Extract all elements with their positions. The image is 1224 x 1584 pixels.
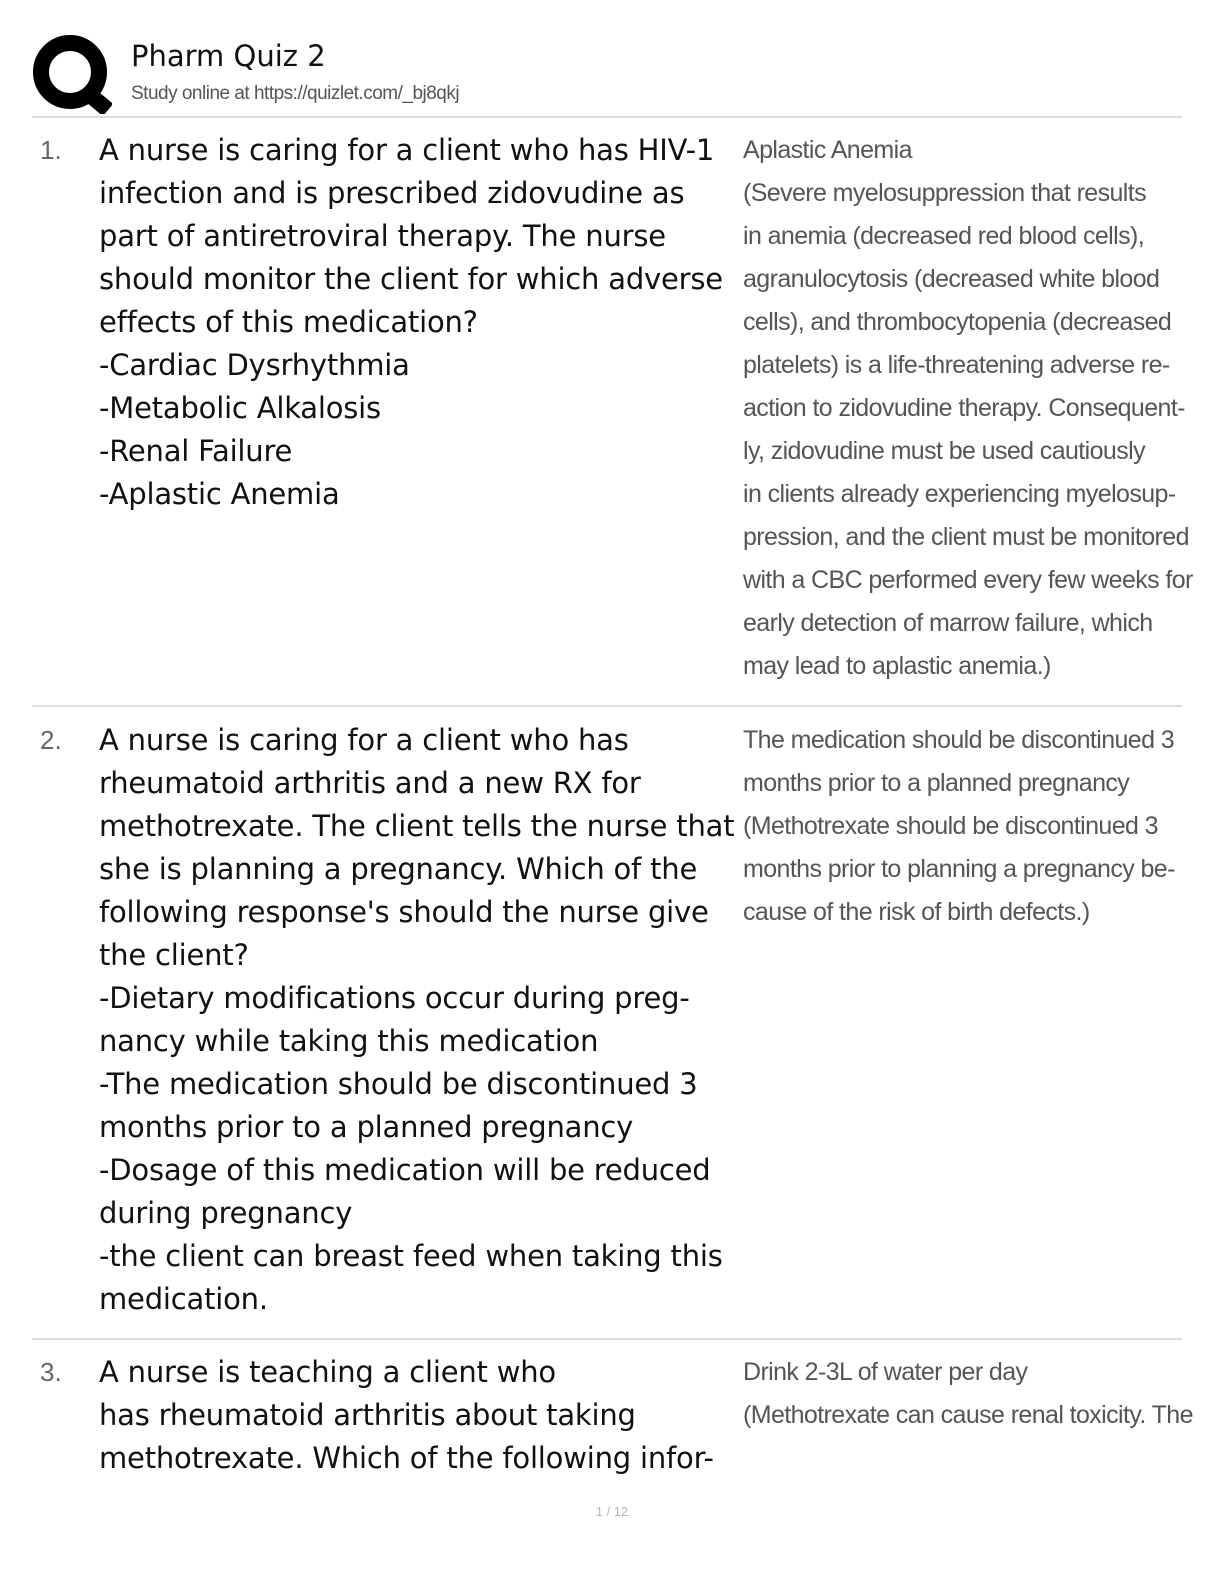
definition-line: ly, zidovudine must be used cautiously: [743, 437, 1145, 465]
term-line: should monitor the client for which adverse: [99, 262, 723, 296]
divider-2: [32, 1338, 1182, 1340]
quizlet-logo-icon: [32, 34, 112, 114]
definition-line: with a CBC performed every few weeks for: [743, 566, 1193, 594]
term-line: A nurse is caring for a client who has HIV-1: [99, 133, 715, 167]
term-line: -The medication should be discontinued 3: [99, 1067, 698, 1101]
term-line: -Renal Failure: [99, 434, 293, 468]
card-number: 3.: [40, 1357, 62, 1387]
term-line: the client?: [99, 938, 249, 972]
definition-line: months prior to a planned pregnancy: [743, 769, 1130, 797]
term-line: methotrexate. The client tells the nurse that: [99, 809, 735, 843]
term-line: effects of this medication?: [99, 305, 478, 339]
card-number: 2.: [40, 725, 62, 755]
definition-line: platelets) is a life-threatening adverse re-: [743, 351, 1170, 379]
page-title: Pharm Quiz 2: [131, 39, 326, 73]
term-line: -Dietary modifications occur during preg-: [99, 981, 690, 1015]
term-line: she is planning a pregnancy. Which of the: [99, 852, 698, 886]
term-line: methotrexate. Which of the following infor-: [99, 1441, 714, 1475]
definition-line: Aplastic Anemia: [743, 136, 912, 164]
definition-line: cause of the risk of birth defects.): [743, 898, 1090, 926]
definition-line: The medication should be discontinued 3: [743, 726, 1175, 754]
definition-line: cells), and thrombocytopenia (decreased: [743, 308, 1172, 336]
term-line: A nurse is teaching a client who: [99, 1355, 556, 1389]
term-line: -Dosage of this medication will be reduced: [99, 1153, 711, 1187]
definition-line: (Methotrexate should be discontinued 3: [743, 812, 1158, 840]
term-line: medication.: [99, 1282, 268, 1316]
page-header: [32, 34, 1182, 118]
term-line: -the client can breast feed when taking this: [99, 1239, 723, 1273]
definition-line: months prior to planning a pregnancy be-: [743, 855, 1175, 883]
study-online-link[interactable]: Study online at https://quizlet.com/_bj8qkj: [131, 83, 460, 104]
divider-1: [32, 705, 1182, 707]
definition-line: early detection of marrow failure, which: [743, 609, 1153, 637]
term-line: nancy while taking this medication: [99, 1024, 599, 1058]
divider-top: [32, 116, 1182, 118]
definition-line: agranulocytosis (decreased white blood: [743, 265, 1160, 293]
definition-line: (Methotrexate can cause renal toxicity. The: [743, 1401, 1193, 1429]
card-term: [99, 719, 739, 1321]
definition-line: in clients already experiencing myelosup-: [743, 480, 1176, 508]
card-term: [99, 129, 739, 516]
definition-line: action to zidovudine therapy. Consequent-: [743, 394, 1185, 422]
definition-line: pression, and the client must be monitored: [743, 523, 1189, 551]
term-line: -Aplastic Anemia: [99, 477, 340, 511]
term-line: during pregnancy: [99, 1196, 353, 1230]
definition-line: may lead to aplastic anemia.): [743, 652, 1051, 680]
definition-line: Drink 2-3L of water per day: [743, 1358, 1028, 1386]
page-number: 1 / 12: [595, 1504, 629, 1519]
term-line: months prior to a planned pregnancy: [99, 1110, 634, 1144]
term-line: rheumatoid arthritis and a new RX for: [99, 766, 641, 800]
card-definition: [743, 719, 1173, 934]
card-definition: [743, 129, 1193, 688]
term-line: A nurse is caring for a client who has: [99, 723, 629, 757]
term-line: infection and is prescribed zidovudine as: [99, 176, 685, 210]
term-line: has rheumatoid arthritis about taking: [99, 1398, 636, 1432]
term-line: following response's should the nurse give: [99, 895, 709, 929]
card-number: 1.: [40, 135, 62, 165]
term-line: -Metabolic Alkalosis: [99, 391, 381, 425]
card-term: [99, 1351, 739, 1480]
card-definition: [743, 1351, 1193, 1437]
definition-line: in anemia (decreased red blood cells),: [743, 222, 1145, 250]
term-line: -Cardiac Dysrhythmia: [99, 348, 410, 382]
term-line: part of antiretroviral therapy. The nurse: [99, 219, 666, 253]
definition-line: (Severe myelosuppression that results: [743, 179, 1146, 207]
